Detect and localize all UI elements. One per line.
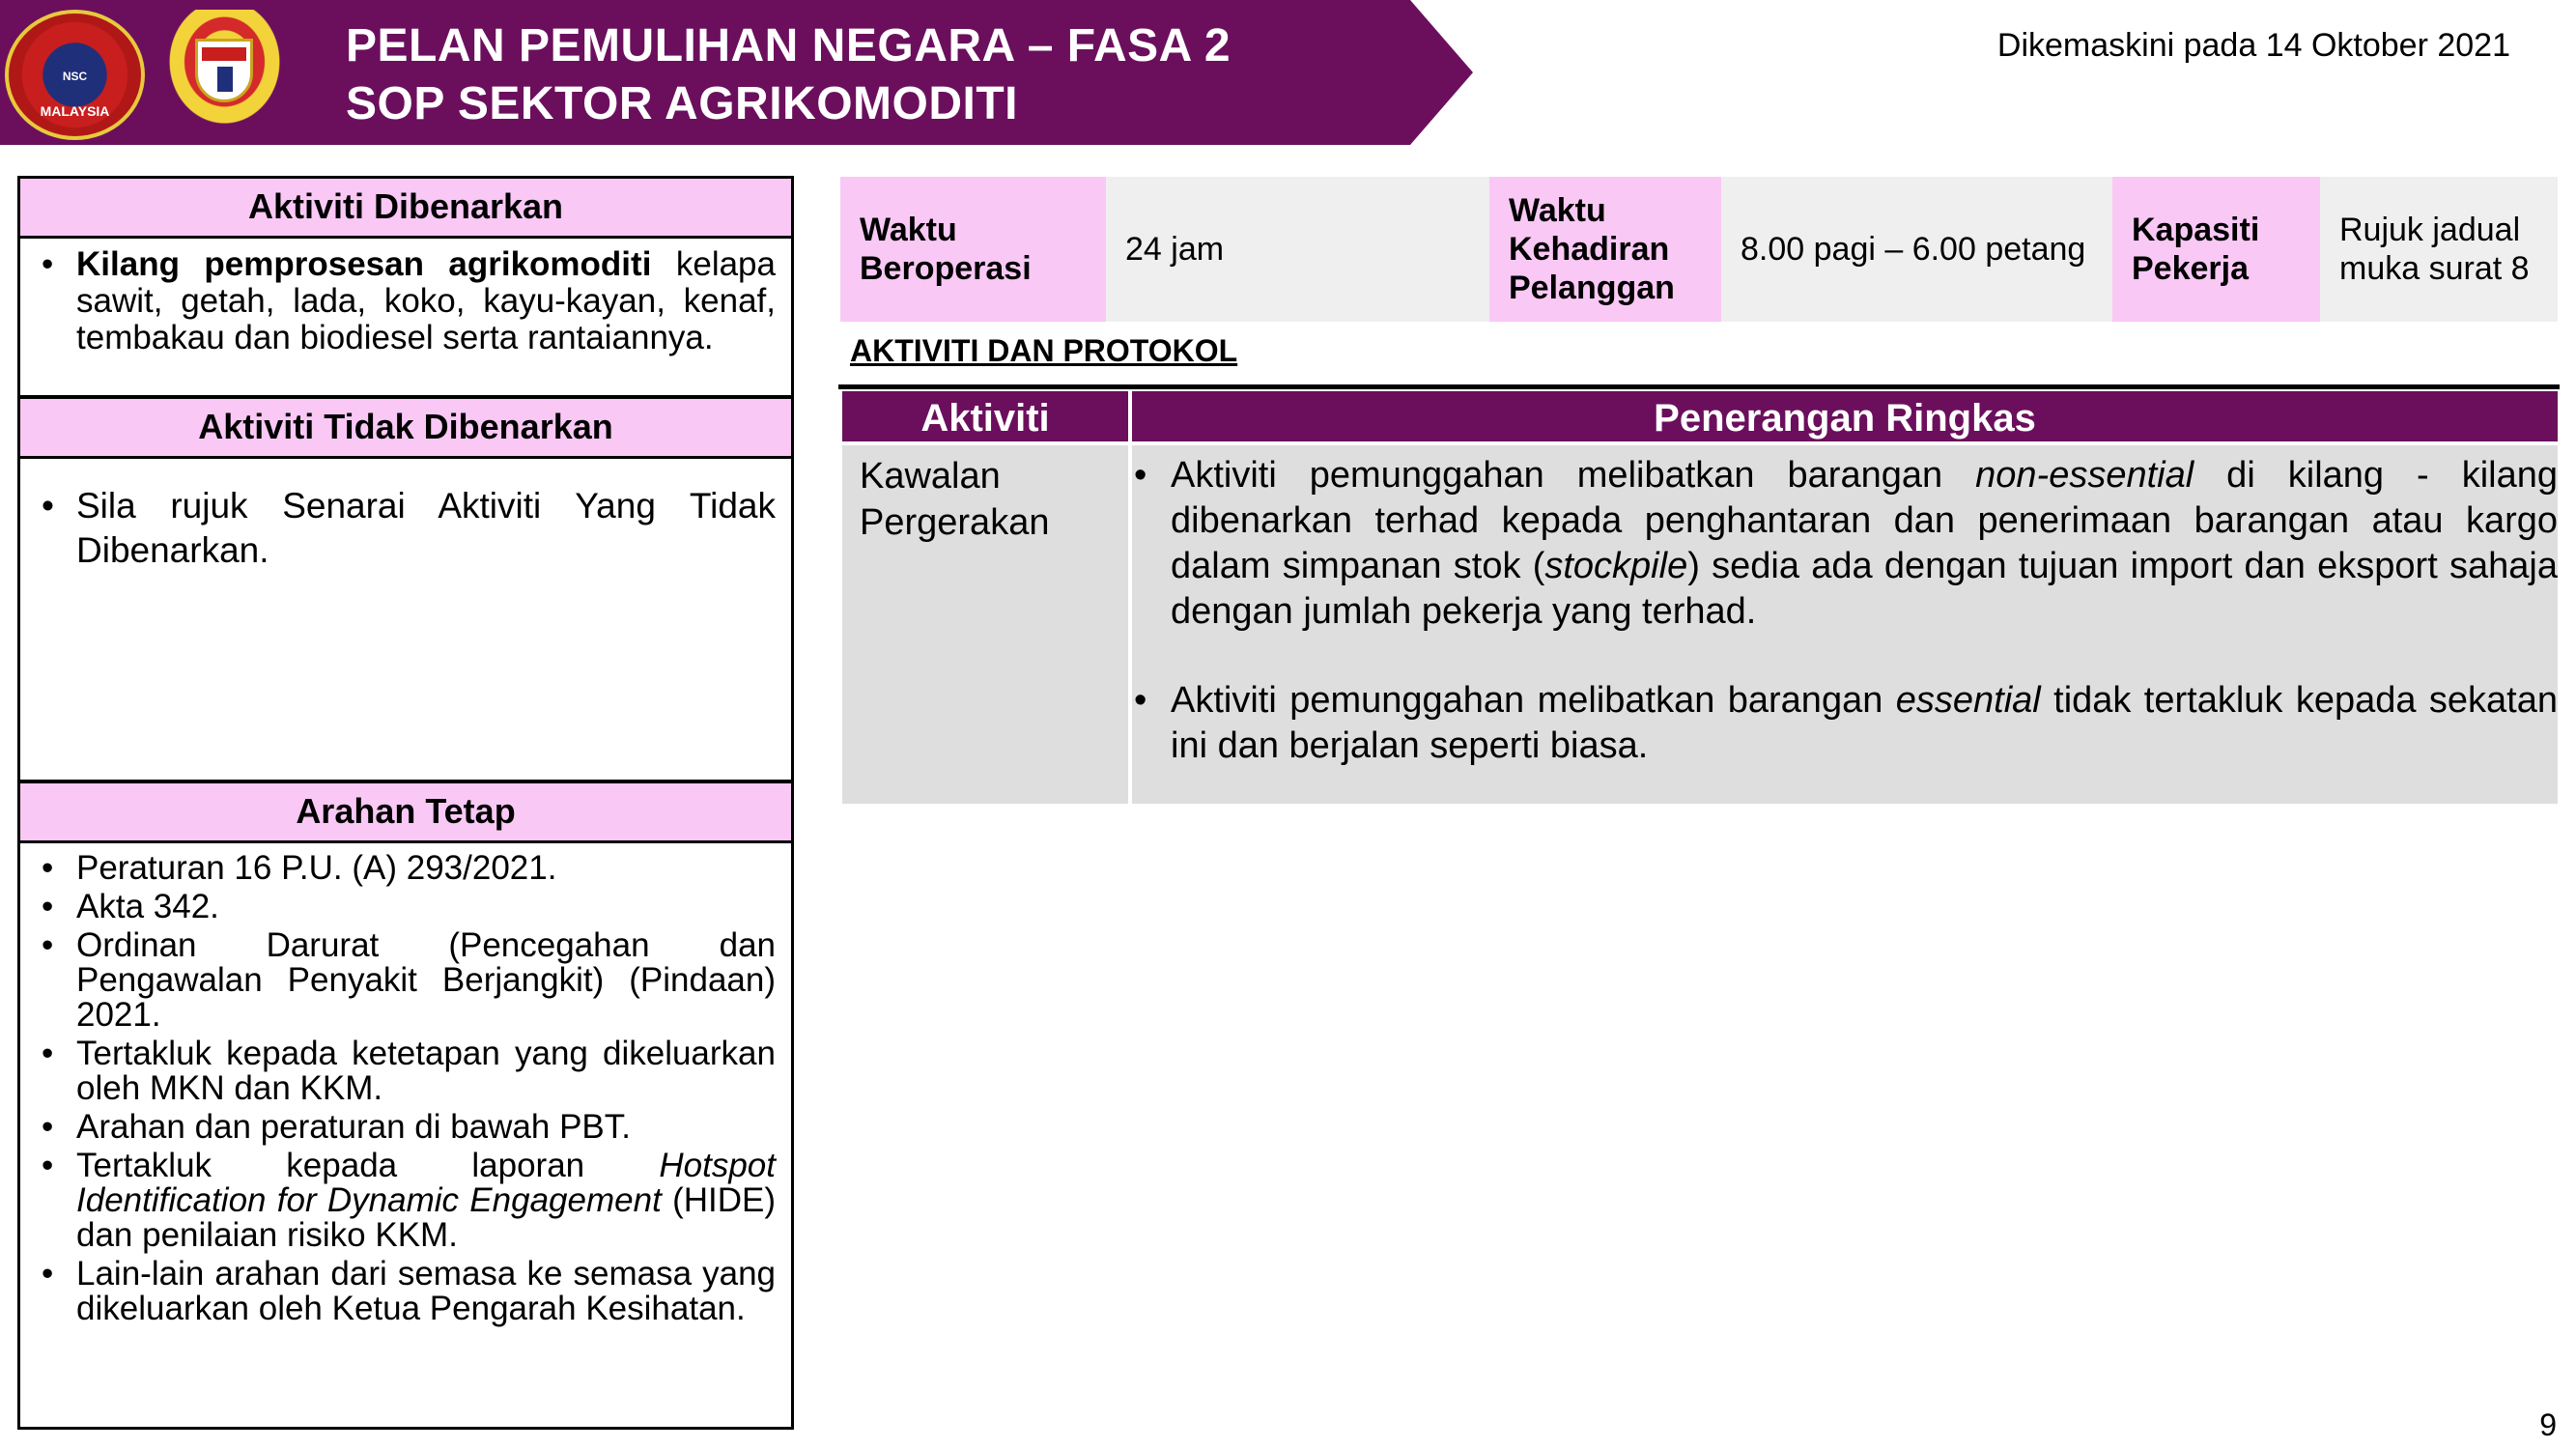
directive-item: • Peraturan 16 P.U. (A) 293/2021. bbox=[36, 851, 776, 886]
page-title-line2: SOP SEKTOR AGRIKOMODITI bbox=[346, 78, 1019, 129]
updated-date: Dikemaskini pada 14 Oktober 2021 bbox=[1996, 27, 2510, 64]
page-number: 9 bbox=[2539, 1407, 2557, 1442]
nsc-logo bbox=[5, 10, 145, 140]
allowed-activity-rest: kelapa sawit, getah, lada, koko, kayu-kayan, kenaf, tembakau dan biodiesel serta rantaiannya. bbox=[76, 245, 776, 356]
b2-italic: essential bbox=[1895, 680, 2041, 721]
b2-part-a: Aktiviti pemunggahan melibatkan barangan bbox=[1171, 680, 1896, 721]
table-row bbox=[842, 441, 2558, 804]
allowed-activities-heading: Aktiviti Dibenarkan bbox=[20, 179, 791, 239]
description-bullet bbox=[1132, 678, 2558, 769]
b1-italic-1: non-essential bbox=[1975, 455, 2194, 496]
not-allowed-item: • Sila rujuk Senarai Aktiviti Yang Tidak Dibenarkan. bbox=[36, 484, 776, 573]
operating-hours-label: Waktu Beroperasi bbox=[840, 177, 1106, 322]
coat-of-arms-logo bbox=[155, 10, 295, 140]
worker-capacity-value: Rujuk jadual muka surat 8 bbox=[2320, 177, 2558, 322]
not-allowed-activities-box bbox=[17, 396, 794, 782]
col-header-description: Penerangan Ringkas bbox=[1654, 397, 2036, 440]
directive-item: • Arahan dan peraturan di bawah PBT. bbox=[36, 1110, 776, 1145]
b1-part-c: ) sedia ada dengan tujuan import dan eksport sahaja dengan jumlah pekerja yang terhad. bbox=[1171, 546, 2558, 632]
protocol-table bbox=[842, 391, 2558, 804]
customer-hours-value: 8.00 pagi – 6.00 petang bbox=[1721, 177, 2112, 322]
b1-part-b: di kilang - kilang dibenarkan terhad kepada penghantaran dan penerimaan barangan atau kargo dalam simpanan stok ( bbox=[1171, 455, 2558, 586]
directive-item: • Ordinan Darurat (Pencegahan dan Pengawalan Penyakit Berjangkit) (Pindaan) 2021. bbox=[36, 928, 776, 1033]
hide-italic: Hotspot Identification for Dynamic Engagement bbox=[76, 1147, 776, 1219]
directive-item-hide bbox=[36, 1149, 776, 1253]
coat-of-arms-shield-icon bbox=[195, 39, 253, 102]
b1-italic-2: stockpile bbox=[1544, 546, 1688, 586]
directive-item: • Tertakluk kepada ketetapan yang dikeluarkan oleh MKN dan KKM. bbox=[36, 1037, 776, 1106]
description-bullet bbox=[1132, 453, 2558, 635]
row-activity-cell: Kawalan Pergerakan bbox=[842, 445, 1132, 804]
allowed-activities-box bbox=[17, 176, 794, 398]
nsc-logo-bottom-text: MALAYSIA bbox=[40, 103, 110, 119]
section-divider bbox=[838, 384, 2560, 389]
row-description-cell bbox=[1132, 445, 2558, 804]
col-header-activity: Aktiviti bbox=[842, 391, 1132, 441]
hide-suffix: (HIDE) dan penilaian risiko KKM. bbox=[76, 1181, 776, 1254]
standing-directives-box bbox=[17, 781, 794, 1430]
hide-prefix: Tertakluk kepada laporan bbox=[76, 1147, 660, 1184]
not-allowed-activities-heading: Aktiviti Tidak Dibenarkan bbox=[20, 399, 791, 459]
operating-info-strip bbox=[840, 177, 2558, 322]
allowed-activity-bold: Kilang pemprosesan agrikomoditi bbox=[76, 245, 652, 283]
nsc-logo-center-text: NSC bbox=[62, 70, 88, 83]
directive-item: • Akta 342. bbox=[36, 890, 776, 924]
allowed-activity-item bbox=[36, 246, 776, 356]
standing-directives-heading: Arahan Tetap bbox=[20, 783, 791, 843]
worker-capacity-label: Kapasiti Pekerja bbox=[2112, 177, 2320, 322]
b1-part-a: Aktiviti pemunggahan melibatkan barangan bbox=[1171, 455, 1976, 496]
page-title-line1: PELAN PEMULIHAN NEGARA – FASA 2 bbox=[346, 20, 1231, 71]
directive-item: • Lain-lain arahan dari semasa ke semasa yang dikeluarkan oleh Ketua Pengarah Kesihatan. bbox=[36, 1257, 776, 1326]
customer-hours-label: Waktu Kehadiran Pelanggan bbox=[1489, 177, 1721, 322]
b2-part-b: tidak tertakluk kepada sekatan ini dan berjalan seperti biasa. bbox=[1171, 680, 2558, 766]
protocol-table-header bbox=[842, 391, 2558, 441]
protocol-section-title: AKTIVITI DAN PROTOKOL bbox=[850, 333, 1238, 368]
operating-hours-value: 24 jam bbox=[1106, 177, 1489, 322]
